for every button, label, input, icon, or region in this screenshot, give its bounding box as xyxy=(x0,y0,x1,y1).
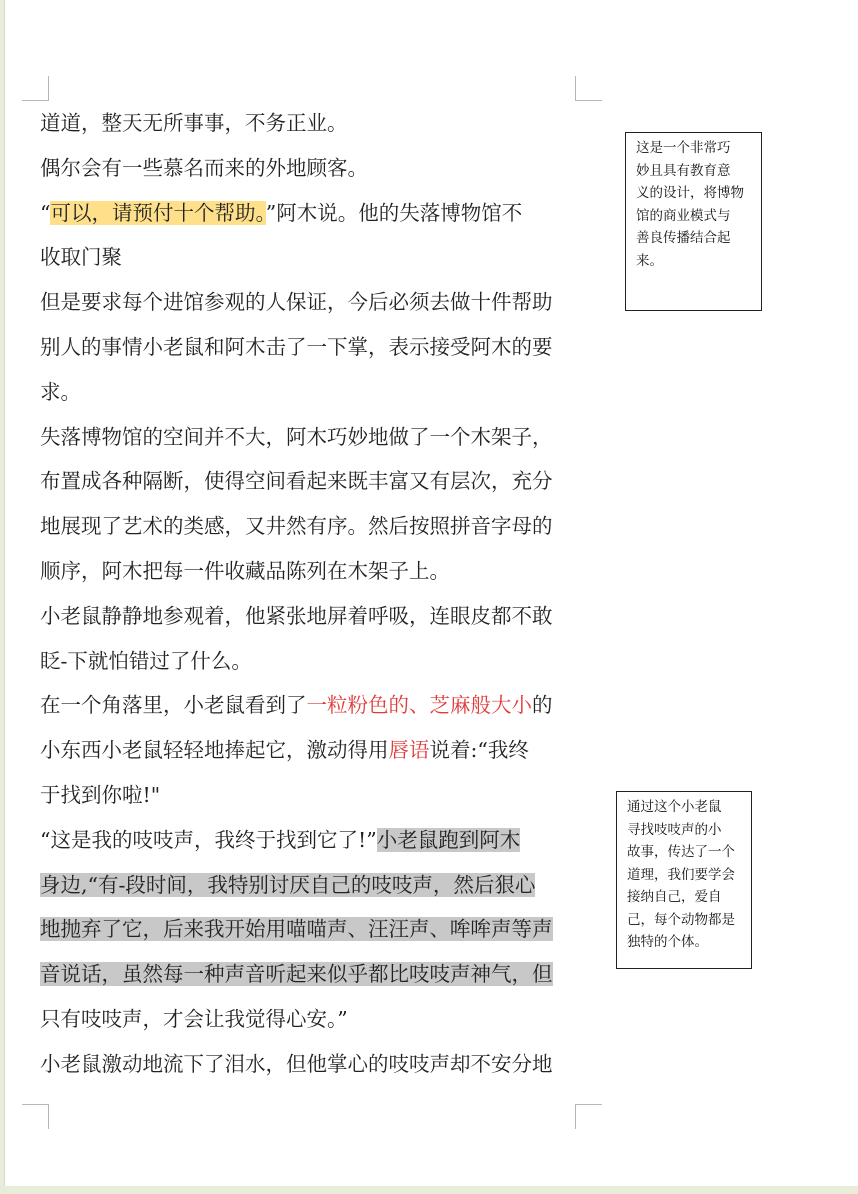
red-text: 唇语 xyxy=(388,738,430,763)
text-segment: “ xyxy=(40,200,51,225)
comment-line: 来。 xyxy=(636,252,663,269)
margin-corner-bottom-right xyxy=(575,1104,602,1129)
comment-line: 善良传播结合起 xyxy=(636,230,731,246)
text-line: 地展现了艺术的类感，又井然有序。然后按照拼音字母的 xyxy=(40,514,553,539)
text-line xyxy=(40,728,572,773)
text-line xyxy=(40,683,572,728)
comment-box-2[interactable] xyxy=(616,791,752,969)
text-line: 眨-下就怕错过了什么。 xyxy=(40,648,252,673)
text-line xyxy=(40,907,572,952)
document-body[interactable] xyxy=(40,101,572,1087)
text-line xyxy=(40,952,572,997)
text-line xyxy=(40,191,572,236)
comment-line: 故事，传达了一个 xyxy=(627,844,735,860)
text-segment: 在一个角落里，小老鼠看到了 xyxy=(40,693,307,718)
text-line: 道道，整天无所事事，不务正业。 xyxy=(40,111,348,135)
comment-line: 己，每个动物都是 xyxy=(627,911,735,928)
comment-line: 接纳自己，爱自 xyxy=(627,889,722,905)
text-segment: ”阿木说。他的失落博物馆不 xyxy=(265,200,523,225)
text-segment: “这是我的吱吱声，我终于找到它了!” xyxy=(40,827,377,852)
text-line: 顺序，阿木把每一件收藏品陈列在木架子上。 xyxy=(40,558,450,583)
text-line xyxy=(40,818,572,863)
text-line: 偶尔会有一些慕名而来的外地顾客。 xyxy=(40,155,368,180)
margin-corner-top-right xyxy=(575,76,602,101)
comment-line: 馆的商业模式与 xyxy=(636,207,731,224)
comment-line: 通过这个小老鼠 xyxy=(627,799,722,815)
highlighted-text: 可以，请预付十个帮助。 xyxy=(50,200,266,225)
text-segment: 说着:“我终 xyxy=(429,738,529,763)
highlighted-text: 地抛弃了它，后来我开始用喵喵声、汪汪声、哞哞声等声 xyxy=(40,917,553,942)
margin-corner-top-left xyxy=(22,76,49,101)
comment-line: 道理，我们要学会 xyxy=(627,866,735,883)
comment-box-1[interactable] xyxy=(625,132,762,311)
comment-line: 妙且具有教育意 xyxy=(636,162,731,179)
red-text: 一粒粉色的、芝麻般大小 xyxy=(306,693,532,718)
text-line: 收取门聚 xyxy=(40,245,122,270)
text-segment: 小东西小老鼠轻轻地捧起它，激动得用 xyxy=(40,738,389,763)
text-line: 失落博物馆的空间并不大，阿木巧妙地做了一个木架子， xyxy=(40,424,553,449)
comment-line: 这是一个非常巧 xyxy=(636,140,731,156)
margin-corner-bottom-left xyxy=(22,1104,49,1129)
text-line: 于找到你啦!" xyxy=(40,782,161,807)
text-line: 但是要求每个进馆参观的人保证，今后必须去做十件帮助 xyxy=(40,290,553,315)
text-line xyxy=(40,863,572,908)
comment-line: 义的设计，将博物 xyxy=(636,185,744,201)
text-line: 求。 xyxy=(40,379,81,404)
text-line: 小老鼠静静地参观着，他紧张地屏着呼吸，连眼皮都不敢 xyxy=(40,603,553,628)
text-line: 小老鼠激动地流下了泪水，但他掌心的吱吱声却不安分地 xyxy=(40,1051,553,1076)
highlighted-text: 音说话，虽然每一种声音听起来似乎都比吱吱声神气，但 xyxy=(40,962,553,987)
comment-line: 寻找吱吱声的小 xyxy=(627,821,722,838)
text-line: 只有吱吱声，才会让我觉得心安。” xyxy=(40,1006,348,1031)
text-line: 别人的事情小老鼠和阿木击了一下掌，表示接受阿木的要 xyxy=(40,334,553,359)
text-segment: 的 xyxy=(532,693,553,718)
comment-line: 独特的个体。 xyxy=(627,934,708,950)
text-line: 布置成各种隔断，使得空间看起来既丰富又有层次，充分 xyxy=(40,469,553,494)
highlighted-text: 小老鼠跑到阿木 xyxy=(376,827,521,852)
highlighted-text: 身边,“有-段时间，我特别讨厌自己的吱吱声，然后狠心 xyxy=(40,872,536,897)
